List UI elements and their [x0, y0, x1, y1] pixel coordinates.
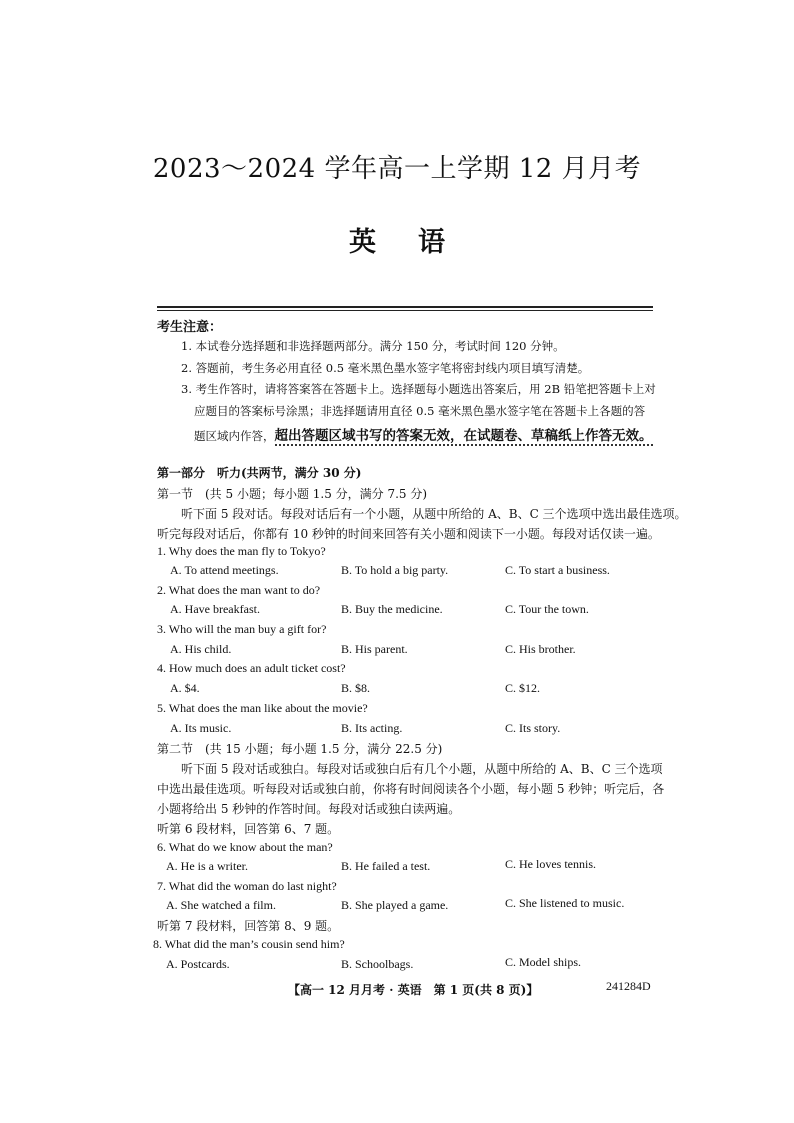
q3-option-c: C. His brother.	[505, 642, 576, 656]
q4-option-c: C. $12.	[505, 681, 541, 695]
notice-item-2: 2. 答题前，考生务必用直径 0.5 毫米黑色墨水签字笔将密封线内项目填写清楚。	[181, 361, 590, 375]
question-5: 5. What does the man like about the movie?	[157, 701, 368, 715]
notice-heading: 考生注意：	[157, 320, 223, 335]
material-6-label: 听第 6 段材料，回答第 6、7 题。	[157, 822, 340, 836]
section1-heading: 第一节 (共 5 小题；每小题 1.5 分，满分 7.5 分)	[157, 487, 428, 501]
notice-item-3-tail: 题区域内作答，	[194, 429, 275, 443]
q3-option-b: B. His parent.	[341, 642, 408, 656]
section2-heading: 第二节 (共 15 小题；每小题 1.5 分，满分 22.5 分)	[157, 742, 443, 756]
q8-option-b: B. Schoolbags.	[341, 957, 414, 971]
q4-option-b: B. $8.	[341, 681, 371, 695]
exam-title: 2023～2024 学年高一上学期 12 月月考	[152, 154, 642, 184]
q7-option-c: C. She listened to music.	[505, 896, 625, 910]
question-1: 1. Why does the man fly to Tokyo?	[157, 544, 326, 558]
part1-heading: 第一部分 听力(共两节，满分 30 分)	[157, 466, 362, 480]
q5-option-a: A. Its music.	[170, 721, 232, 735]
page-footer: 【高一 12 月月考 · 英语 第 1 页(共 8 页)】	[288, 983, 539, 997]
q5-option-c: C. Its story.	[505, 721, 561, 735]
paper-code: 241284D	[606, 979, 651, 993]
q6-option-a: A. He is a writer.	[166, 859, 248, 873]
q1-option-c: C. To start a business.	[505, 563, 610, 577]
divider-thick	[157, 306, 653, 308]
q2-option-a: A. Have breakfast.	[170, 602, 260, 616]
section2-instruction-2: 中选出最佳选项。听每段对话或独白前，你将有时间阅读各个小题，每小题 5 秒钟；听完后，各	[157, 782, 665, 796]
question-8: 8. What did the man’s cousin send him?	[153, 937, 345, 951]
question-3: 3. Who will the man buy a gift for?	[157, 622, 327, 636]
q5-option-b: B. Its acting.	[341, 721, 403, 735]
section1-instruction-1: 听下面 5 段对话。每段对话后有一个小题，从题中所给的 A、B、C 三个选项中选出最佳选项。	[181, 507, 687, 521]
q6-option-c: C. He loves tennis.	[505, 857, 596, 871]
section2-instruction-1: 听下面 5 段对话或独白。每段对话或独白后有几个小题，从题中所给的 A、B、C 三个选项	[181, 762, 663, 776]
notice-item-3-cont: 应题目的答案标号涂黑；非选择题请用直径 0.5 毫米黑色墨水签字笔在答题卡上各题的答	[194, 404, 646, 418]
notice-item-1: 1. 本试卷分选择题和非选择题两部分。满分 150 分，考试时间 120 分钟。	[181, 339, 565, 353]
subject-title: 英语	[349, 227, 487, 258]
q4-option-a: A. $4.	[170, 681, 200, 695]
notice-item-3-end	[194, 424, 653, 444]
q8-option-c: C. Model ships.	[505, 955, 582, 969]
material-7-label: 听第 7 段材料，回答第 8、9 题。	[157, 919, 340, 933]
notice-item-3: 3. 考生作答时，请将答案答在答题卡上。选择题每小题选出答案后，用 2B 铅笔把答题卡上对	[181, 382, 656, 396]
q1-option-a: A. To attend meetings.	[170, 563, 279, 577]
q3-option-a: A. His child.	[170, 642, 232, 656]
question-7: 7. What did the woman do last night?	[157, 879, 337, 893]
q1-option-b: B. To hold a big party.	[341, 563, 449, 577]
q8-option-a: A. Postcards.	[166, 957, 230, 971]
q2-option-c: C. Tour the town.	[505, 602, 589, 616]
q7-option-a: A. She watched a film.	[166, 898, 276, 912]
q2-option-b: B. Buy the medicine.	[341, 602, 443, 616]
question-2: 2. What does the man want to do?	[157, 583, 321, 597]
question-6: 6. What do we know about the man?	[157, 840, 333, 854]
q6-option-b: B. He failed a test.	[341, 859, 431, 873]
notice-emphasis: 超出答题区域书写的答案无效，在试题卷、草稿纸上作答无效。	[274, 428, 653, 444]
q7-option-b: B. She played a game.	[341, 898, 449, 912]
section1-instruction-2: 听完每段对话后，你都有 10 秒钟的时间来回答有关小题和阅读下一小题。每段对话仅读一遍。	[157, 527, 660, 541]
divider-thin	[157, 310, 653, 311]
question-4: 4. How much does an adult ticket cost?	[157, 661, 346, 675]
section2-instruction-3: 小题将给出 5 秒钟的作答时间。每段对话或独白读两遍。	[157, 802, 461, 816]
